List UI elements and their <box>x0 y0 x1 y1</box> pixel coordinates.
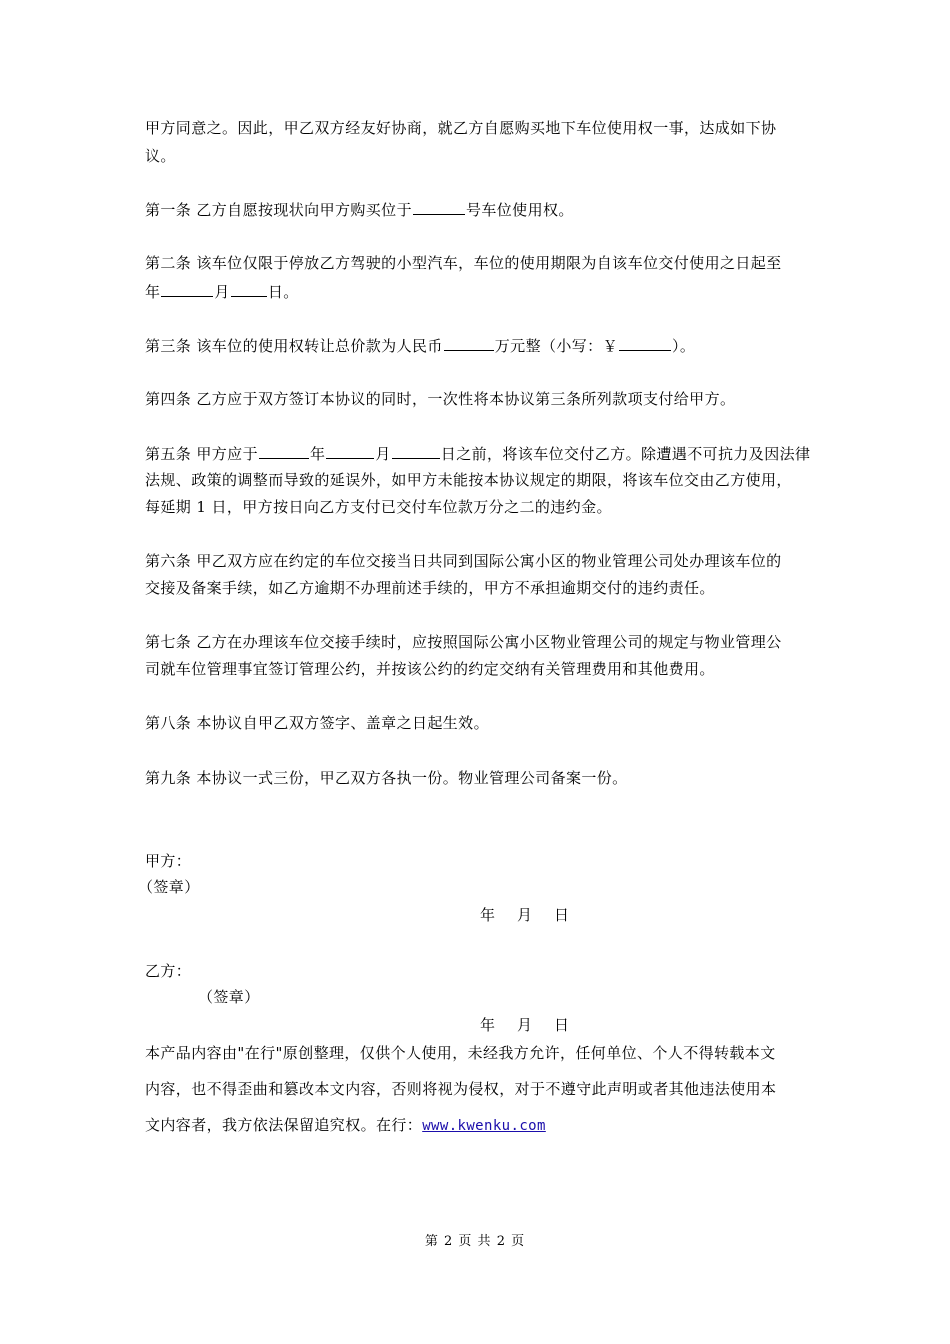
notice-line-1: 本产品内容由"在行"原创整理，仅供个人使用，未经我方允许，任何单位、个人不得转载本文 <box>145 1044 776 1062</box>
article-1-text-a: 第一条 乙方自愿按现状向甲方购买位于 <box>145 201 412 219</box>
article-3-text-c: ）。 <box>671 337 696 355</box>
fill-blank <box>619 335 671 351</box>
intro-line-1: 甲方同意之。因此，甲乙双方经友好协商，就乙方自愿购买地下车位使用权一事，达成如下协 <box>145 119 777 137</box>
article-7-line-1: 第七条 乙方在办理该车位交接手续时，应按照国际公寓小区物业管理公司的规定与物业管理公 <box>145 633 782 651</box>
article-9: 第九条 本协议一式三份，甲乙双方各执一份。物业管理公司备案一份。 <box>145 769 628 787</box>
notice-line-3 <box>145 1115 546 1136</box>
article-1 <box>145 199 574 220</box>
article-5-text-d: 日之前，将该车位交付乙方。除遭遇不可抗力及因法律 <box>440 445 811 463</box>
article-3-text-a: 第三条 该车位的使用权转让总价款为人民币 <box>145 337 443 355</box>
article-8: 第八条 本协议自甲乙双方签字、盖章之日起生效。 <box>145 714 489 732</box>
party-a-day: 日 <box>554 906 570 924</box>
kwenku-link[interactable]: www.kwenku.com <box>422 1118 546 1134</box>
article-3-text-b: 万元整（小写：￥ <box>494 337 618 355</box>
party-b-seal: （签章） <box>198 988 260 1006</box>
party-a-date <box>480 905 569 925</box>
fill-blank <box>413 199 465 215</box>
article-3 <box>145 335 695 356</box>
article-2-text-a: 年 <box>145 283 161 301</box>
article-5-text-c: 月 <box>375 445 391 463</box>
party-a-year: 年 <box>480 906 496 924</box>
article-6-line-1: 第六条 甲乙双方应在约定的车位交接当日共同到国际公寓小区的物业管理公司处办理该车位的 <box>145 552 782 570</box>
fill-blank <box>392 443 440 459</box>
fill-blank <box>259 443 309 459</box>
fill-blank <box>161 281 213 297</box>
party-b-year: 年 <box>480 1016 496 1034</box>
party-a-month: 月 <box>517 906 533 924</box>
intro-line-2: 议。 <box>145 147 176 165</box>
article-5-line-3: 每延期 1 日，甲方按日向乙方支付已交付车位款万分之二的违约金。 <box>145 498 612 516</box>
article-6-line-2: 交接及备案手续，如乙方逾期不办理前述手续的，甲方不承担逾期交付的违约责任。 <box>145 579 715 597</box>
fill-blank <box>444 335 494 351</box>
party-b-date <box>480 1015 569 1035</box>
article-5-line-2: 法规、政策的调整而导致的延误外，如甲方未能按本协议规定的期限，将该车位交由乙方使用， <box>145 471 792 489</box>
article-2-line-2 <box>145 281 299 302</box>
fill-blank <box>231 281 267 297</box>
article-5-line-1 <box>145 443 810 464</box>
page-footer: 第 2 页 共 2 页 <box>424 1234 526 1249</box>
fill-blank <box>326 443 374 459</box>
article-2-line-1: 第二条 该车位仅限于停放乙方驾驶的小型汽车，车位的使用期限为自该车位交付使用之日起至 <box>145 254 782 272</box>
article-7-line-2: 司就车位管理事宜签订管理公约，并按该公约的约定交纳有关管理费用和其他费用。 <box>145 660 715 678</box>
notice-line-3-text: 文内容者，我方依法保留追究权。在行： <box>145 1116 423 1134</box>
party-b-label: 乙方： <box>145 962 192 980</box>
article-2-text-c: 日。 <box>267 283 299 301</box>
article-5-text-b: 年 <box>309 445 326 463</box>
article-2-text-b: 月 <box>214 283 230 301</box>
party-a-label: 甲方： <box>145 852 192 870</box>
notice-line-2: 内容，也不得歪曲和篡改本文内容，否则将视为侵权，对于不遵守此声明或者其他违法使用本 <box>145 1080 777 1098</box>
article-1-text-b: 号车位使用权。 <box>465 201 574 219</box>
party-a-seal: （签章） <box>138 878 200 896</box>
article-5-text-a: 第五条 甲方应于 <box>145 445 258 463</box>
party-b-day: 日 <box>554 1016 570 1034</box>
article-4: 第四条 乙方应于双方签订本协议的同时，一次性将本协议第三条所列款项支付给甲方。 <box>145 390 736 408</box>
party-b-month: 月 <box>517 1016 533 1034</box>
